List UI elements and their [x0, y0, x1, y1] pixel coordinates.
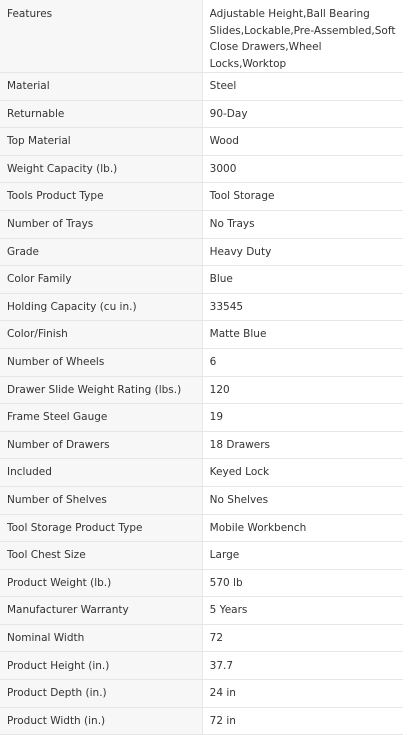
spec-row-top-material — [0, 128, 403, 156]
spec-name: Product Weight (lb.) — [0, 569, 202, 597]
spec-row-nominal-width — [0, 624, 403, 652]
spec-value: 6 — [202, 348, 403, 376]
spec-value: Mobile Workbench — [202, 514, 403, 542]
spec-name: Tool Chest Size — [0, 542, 202, 570]
spec-row-material — [0, 73, 403, 101]
spec-row-weight-capacity — [0, 155, 403, 183]
spec-value: 120 — [202, 376, 403, 404]
spec-name: Included — [0, 459, 202, 487]
spec-name: Drawer Slide Weight Rating (lbs.) — [0, 376, 202, 404]
spec-row-drawer-slide-weight-rating — [0, 376, 403, 404]
spec-value: Blue — [202, 266, 403, 294]
spec-value: Matte Blue — [202, 321, 403, 349]
spec-value: Large — [202, 542, 403, 570]
spec-name: Features — [0, 0, 202, 73]
spec-name: Manufacturer Warranty — [0, 597, 202, 625]
spec-name: Number of Wheels — [0, 348, 202, 376]
spec-value: 3000 — [202, 155, 403, 183]
spec-value: Steel — [202, 73, 403, 101]
spec-name: Product Width (in.) — [0, 707, 202, 735]
spec-value: 72 — [202, 624, 403, 652]
spec-value: Adjustable Height,Ball Bearing Slides,Lockable,Pre-Assembled,Soft Close Drawers,Wheel Locks,Worktop — [202, 0, 403, 73]
spec-row-product-depth — [0, 680, 403, 708]
spec-row-grade — [0, 238, 403, 266]
spec-value: 90-Day — [202, 100, 403, 128]
spec-row-features — [0, 0, 403, 73]
spec-value: 33545 — [202, 293, 403, 321]
spec-value: 37.7 — [202, 652, 403, 680]
spec-value: 5 Years — [202, 597, 403, 625]
spec-row-tool-storage-product-type — [0, 514, 403, 542]
spec-name: Material — [0, 73, 202, 101]
spec-row-color-finish — [0, 321, 403, 349]
spec-name: Product Height (in.) — [0, 652, 202, 680]
spec-name: Frame Steel Gauge — [0, 404, 202, 432]
spec-name: Holding Capacity (cu in.) — [0, 293, 202, 321]
spec-row-number-of-wheels — [0, 348, 403, 376]
spec-row-returnable — [0, 100, 403, 128]
spec-row-manufacturer-warranty — [0, 597, 403, 625]
spec-name: Nominal Width — [0, 624, 202, 652]
spec-name: Number of Drawers — [0, 431, 202, 459]
spec-name: Color Family — [0, 266, 202, 294]
spec-value: Keyed Lock — [202, 459, 403, 487]
spec-name: Grade — [0, 238, 202, 266]
spec-name: Returnable — [0, 100, 202, 128]
spec-value: Wood — [202, 128, 403, 156]
spec-row-product-width — [0, 707, 403, 735]
spec-name: Top Material — [0, 128, 202, 156]
spec-row-holding-capacity — [0, 293, 403, 321]
spec-row-included — [0, 459, 403, 487]
spec-name: Color/Finish — [0, 321, 202, 349]
spec-name: Number of Shelves — [0, 486, 202, 514]
spec-row-tools-product-type — [0, 183, 403, 211]
spec-name: Tool Storage Product Type — [0, 514, 202, 542]
spec-value: 19 — [202, 404, 403, 432]
spec-value: No Shelves — [202, 486, 403, 514]
spec-name: Tools Product Type — [0, 183, 202, 211]
spec-row-product-height — [0, 652, 403, 680]
spec-row-number-of-shelves — [0, 486, 403, 514]
spec-row-tool-chest-size — [0, 542, 403, 570]
spec-value: No Trays — [202, 210, 403, 238]
spec-row-product-weight — [0, 569, 403, 597]
spec-row-color-family — [0, 266, 403, 294]
spec-value: 570 lb — [202, 569, 403, 597]
spec-value: 24 in — [202, 680, 403, 708]
spec-row-number-of-drawers — [0, 431, 403, 459]
spec-row-frame-steel-gauge — [0, 404, 403, 432]
spec-value: 72 in — [202, 707, 403, 735]
spec-name: Product Depth (in.) — [0, 680, 202, 708]
spec-name: Weight Capacity (lb.) — [0, 155, 202, 183]
spec-name: Number of Trays — [0, 210, 202, 238]
spec-value: Heavy Duty — [202, 238, 403, 266]
spec-value: Tool Storage — [202, 183, 403, 211]
spec-value: 18 Drawers — [202, 431, 403, 459]
spec-row-number-of-trays — [0, 210, 403, 238]
